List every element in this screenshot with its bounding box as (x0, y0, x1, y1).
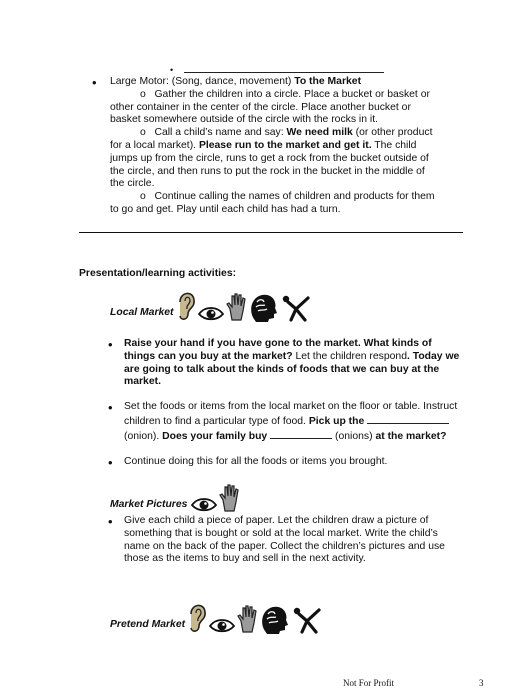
eye-icon (198, 306, 224, 322)
eye-icon (209, 618, 235, 634)
sub-marker: o (140, 127, 146, 139)
sub2-b: We need milk (286, 127, 353, 139)
hand-icon (226, 292, 246, 322)
market-pictures-bullet-1 (108, 515, 464, 566)
market-pictures-header (110, 483, 239, 513)
large-motor-item (92, 76, 442, 89)
large-motor-section (92, 76, 442, 217)
lm-b1-bold2: . Today we are going to talk about the kinds of foods that we can buy at the market. (124, 350, 460, 388)
large-motor-intro: Large Motor: (Song, dance, movement) (110, 76, 295, 87)
sub2-e: The child jumps up from the circle, runs to get a rock from the bucket outside of the circle, and then runs to put the rock in the bucket in the middle of the circle. (110, 139, 429, 190)
lm-b3: Continue doing this for all the foods or items you brought. (124, 455, 388, 467)
ear-icon (176, 288, 196, 322)
lm-b2-b: Pick up the (308, 415, 368, 427)
section-divider (79, 232, 463, 233)
sub1-text: Gather the children into a circle. Place a bucket or basket or other container in the center of the circle. Place another bucket or basket somewhere outside of the circle with the rocks in it. (110, 88, 430, 126)
page-number: 3 (479, 678, 484, 688)
head-icon (259, 604, 289, 634)
blank-line (367, 414, 449, 424)
presentation-heading: Presentation/learning activities: (79, 268, 237, 279)
learning-style-icons (187, 600, 323, 634)
stretching-person-icon (291, 606, 323, 634)
sub-marker: o (140, 191, 146, 203)
market-pictures-title: Market Pictures (110, 499, 188, 511)
blank-line (270, 429, 332, 439)
pretend-market-title: Pretend Market (110, 619, 186, 631)
sub2-c: (or other product for a local market). (110, 127, 433, 151)
ear-icon (187, 600, 207, 634)
sub2-a: Call a child’s name and say: (154, 127, 287, 139)
blank-line (184, 62, 384, 73)
lm-b2-f: at the market? (375, 430, 447, 442)
lm-b1-normal: Let the children respond (292, 350, 407, 362)
learning-style-icons (191, 483, 239, 513)
lm-b1-bold: Raise your hand if you have gone to the market. What kinds of things can you buy at the market? (124, 338, 432, 362)
sub3-text: Continue calling the names of children and products for them to go and get. Play until each child has had a turn. (110, 191, 435, 215)
lm-b2-e: (onions) (332, 430, 376, 442)
pretend-market-header (110, 600, 323, 634)
local-market-header (110, 288, 312, 322)
bullet: • (92, 75, 97, 90)
eye-icon (191, 497, 217, 513)
local-market-bullet-2 (108, 401, 460, 443)
learning-style-icons (176, 288, 312, 322)
large-motor-sub-2 (92, 127, 442, 191)
local-market-bullet-3 (108, 456, 460, 469)
lm-b2-a: Set the foods or items from the local market on the floor or table. Instruct children to find a particular type of food. (124, 401, 458, 427)
large-motor-sub-1 (92, 89, 442, 127)
head-icon (248, 292, 278, 322)
market-pictures-bullets (108, 515, 464, 566)
lm-b2-c: (onion). (124, 430, 163, 442)
local-market-title: Local Market (110, 307, 174, 319)
local-market-bullet-1 (108, 338, 460, 389)
local-market-bullets (108, 338, 460, 468)
sub-marker: o (140, 88, 146, 100)
hand-icon (219, 483, 239, 513)
large-motor-title: To the Market (294, 76, 362, 87)
stretching-person-icon (280, 294, 312, 322)
hand-icon (237, 604, 257, 634)
lm-b2-d: Does your family buy (162, 430, 271, 442)
large-motor-sub-3 (92, 191, 442, 217)
sub2-d: Please run to the market and get it. (198, 139, 372, 151)
mp-b1: Give each child a piece of paper. Let the children draw a picture of something that is bought or sold at the local market. Write the child’s name on the back of the paper. Collect the children’s pictures and use those as the items to buy and sell in the next activity. (124, 515, 445, 565)
bullet: • (170, 65, 174, 75)
footer-note: Not For Profit (343, 678, 395, 688)
